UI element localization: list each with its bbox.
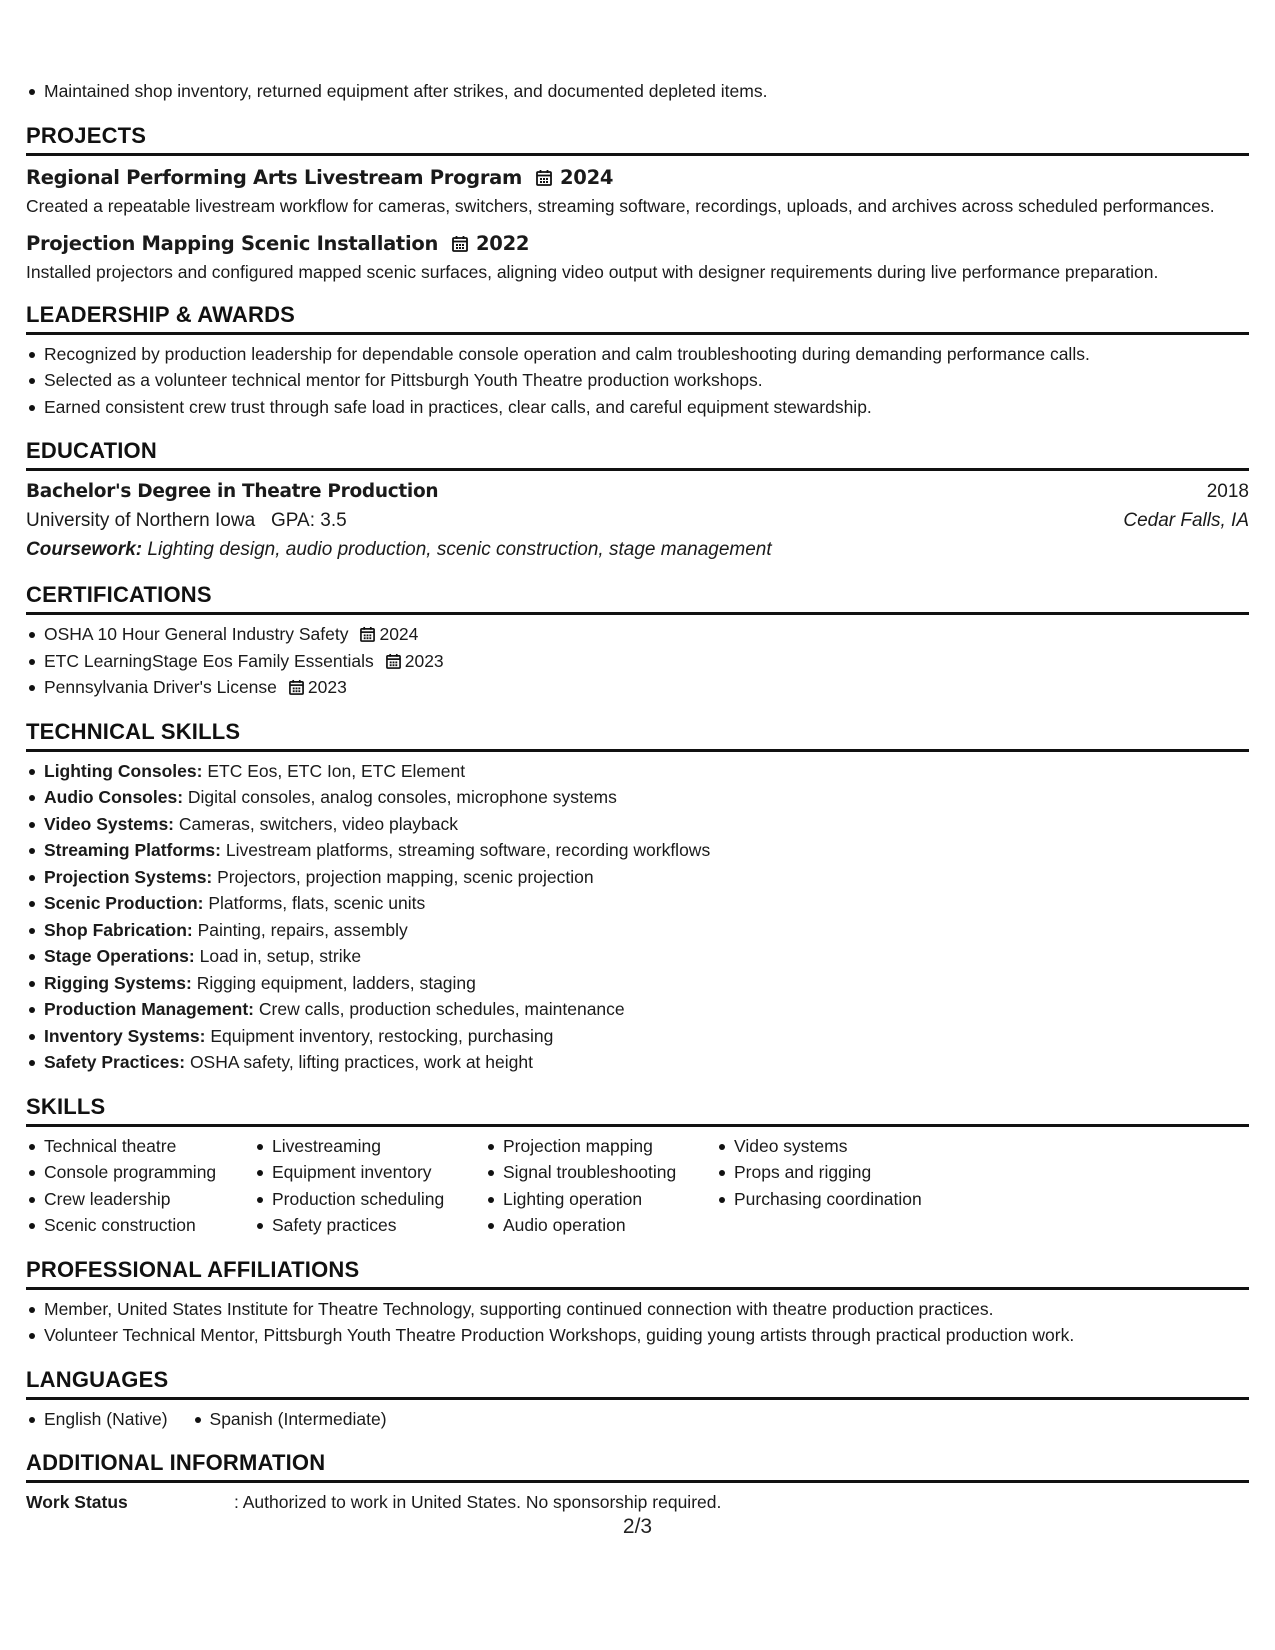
coursework-text: Lighting design, audio production, scenic construction, stage management [147,539,772,560]
skill-value: Livestream platforms, streaming software, recording workflows [225,840,711,860]
list-item: Safety practices [254,1212,485,1239]
list-item: Spanish (Intermediate) [192,1406,387,1433]
skill-label: Projection Systems: [44,866,213,887]
list-item: Selected as a volunteer technical mentor for Pittsburgh Youth Theatre production workshops. [26,367,1249,394]
calendar-icon [360,626,375,642]
skill-value: Crew calls, production schedules, maintenance [258,999,625,1019]
list-item: Volunteer Technical Mentor, Pittsburgh Youth Theatre Production Workshops, guiding young artists through practical production work. [26,1322,1249,1349]
skills-column [254,1133,485,1239]
section-title-projects: PROJECTS [26,123,1249,156]
skills-column [485,1133,716,1239]
list-item [26,890,1249,917]
skills-column [716,1133,976,1239]
skill-label: Streaming Platforms: [44,840,221,860]
calendar-icon [386,653,401,669]
list-item: Production scheduling [254,1186,485,1213]
list-item: Earned consistent crew trust through safe load in practices, clear calls, and careful equipment stewardship. [26,394,1249,421]
certification-name: Pennsylvania Driver's License [44,677,277,697]
list-item: Recognized by production leadership for dependable console operation and calm troubleshooting during demanding performance calls. [26,341,1249,368]
skill-label: Production Management: [44,999,255,1019]
list-item: English (Native) [26,1406,168,1433]
skill-value: Load in, setup, strike [199,946,362,966]
section-title-leadership: LEADERSHIP & AWARDS [26,302,1249,335]
certification-name: ETC LearningStage Eos Family Essentials [44,650,374,671]
section-title-technical-skills: TECHNICAL SKILLS [26,719,1249,752]
leadership-list [26,341,1249,421]
coursework-label: Coursework: [26,539,143,560]
certification-year: 2023 [404,650,444,671]
list-item: Technical theatre [26,1133,254,1160]
section-title-additional: ADDITIONAL INFORMATION [26,1450,1249,1483]
skill-label: Inventory Systems: [44,1025,206,1046]
certification-name: OSHA 10 Hour General Industry Safety [44,624,349,644]
technical-skills-list [26,758,1249,1076]
list-item: Audio operation [485,1212,716,1239]
list-item: Projection mapping [485,1133,716,1160]
education-entry [26,477,1249,564]
list-item [26,943,1249,970]
list-item: Lighting operation [485,1186,716,1213]
languages-list [26,1406,1249,1433]
skill-label: Shop Fabrication: [44,919,193,940]
list-item: Video systems [716,1133,976,1160]
project-name: Regional Performing Arts Livestream Program [26,165,523,189]
skill-value: Platforms, flats, scenic units [208,893,426,913]
list-item: Maintained shop inventory, returned equipment after strikes, and documented depleted items. [26,78,1249,105]
affiliations-list [26,1296,1249,1349]
skill-label: Audio Consoles: [44,787,184,807]
skill-value: ETC Eos, ETC Ion, ETC Element [207,760,466,781]
graduation-year: 2018 [1206,481,1249,502]
list-item: Crew leadership [26,1186,254,1213]
list-item [26,837,1249,864]
list-item [26,1049,1249,1076]
list-item [26,648,1249,675]
list-item: Scenic construction [26,1212,254,1239]
coursework [26,535,1249,564]
section-title-certifications: CERTIFICATIONS [26,582,1249,615]
skill-value: Painting, repairs, assembly [197,919,408,940]
project-description: Created a repeatable livestream workflow for cameras, switchers, streaming software, recordings, uploads, and archives across scheduled performances. [26,195,1215,216]
list-item [26,996,1249,1023]
section-title-languages: LANGUAGES [26,1367,1249,1400]
skill-value: Cameras, switchers, video playback [178,813,459,834]
work-status-label: Work Status [26,1492,128,1512]
work-status-value: : Authorized to work in United States. No sponsorship required. [234,1492,722,1512]
list-item: Props and rigging [716,1159,976,1186]
skill-value: OSHA safety, lifting practices, work at height [189,1052,533,1072]
section-title-affiliations: PROFESSIONAL AFFILIATIONS [26,1257,1249,1290]
school-gpa: University of Northern Iowa GPA: 3.5 [26,510,347,531]
project-name: Projection Mapping Scenic Installation [26,231,439,255]
skill-value: Projectors, projection mapping, scenic projection [217,866,594,887]
skill-label: Stage Operations: [44,946,195,966]
calendar-icon [536,169,552,186]
page-number: 2/3 [622,1515,653,1538]
list-item: Livestreaming [254,1133,485,1160]
project-item [26,230,1249,284]
list-item [26,784,1249,811]
skill-label: Rigging Systems: [44,972,192,993]
list-item: Purchasing coordination [716,1186,976,1213]
list-item: Member, United States Institute for Theatre Technology, supporting continued connection with theatre production practices. [26,1296,1249,1323]
list-item [26,758,1249,785]
list-item [26,621,1249,648]
list-item [26,811,1249,838]
list-item: Equipment inventory [254,1159,485,1186]
list-item [26,917,1249,944]
skill-label: Safety Practices: [44,1052,186,1072]
degree-name: Bachelor's Degree in Theatre Production [26,481,439,502]
project-year: 2024 [560,165,614,189]
skill-label: Video Systems: [44,813,175,834]
list-item: Console programming [26,1159,254,1186]
experience-tail-list [26,78,1249,105]
project-year: 2022 [476,231,530,255]
skills-grid [26,1133,1249,1239]
calendar-icon [452,235,468,252]
school-location: Cedar Falls, IA [1123,510,1249,531]
skills-column [26,1133,254,1239]
certification-year: 2023 [307,677,347,697]
list-item [26,1023,1249,1050]
certifications-list [26,621,1249,701]
section-title-skills: SKILLS [26,1094,1249,1127]
skill-label: Scenic Production: [44,893,204,913]
calendar-icon [289,679,304,695]
certification-year: 2024 [379,624,419,644]
project-item [26,164,1249,218]
list-item [26,864,1249,891]
skill-value: Rigging equipment, ladders, staging [196,972,476,993]
project-description: Installed projectors and configured mapped scenic surfaces, aligning video output with designer requirements during live performance preparation. [26,261,1159,282]
work-status-row [26,1489,1249,1515]
skill-label: Lighting Consoles: [44,760,203,781]
list-item: Signal troubleshooting [485,1159,716,1186]
skill-value: Digital consoles, analog consoles, microphone systems [187,787,617,807]
resume-content [26,78,1249,1515]
section-title-education: EDUCATION [26,438,1249,471]
list-item [26,674,1249,701]
skill-value: Equipment inventory, restocking, purchasing [210,1025,554,1046]
list-item [26,970,1249,997]
